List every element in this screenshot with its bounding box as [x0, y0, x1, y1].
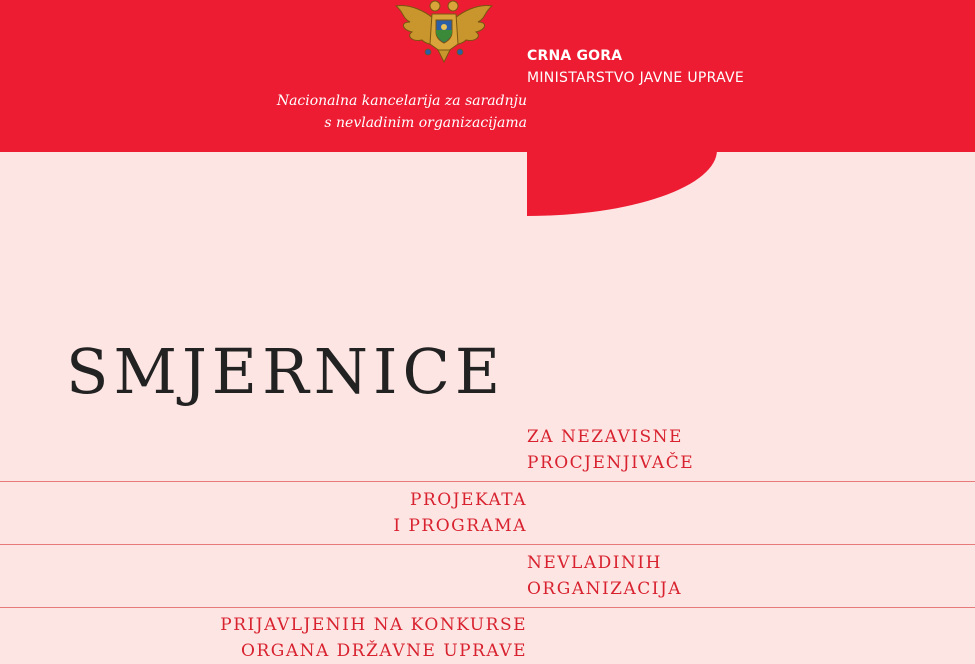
subtitle-line: NEVLADINIH	[527, 553, 662, 573]
document-title: SMJERNICE	[66, 335, 506, 408]
divider-rule	[0, 544, 975, 545]
subtitle-block-1	[527, 424, 694, 476]
org-country: CRNA GORA	[527, 48, 623, 64]
org-ministry: MINISTARSTVO JAVNE UPRAVE	[527, 70, 745, 86]
divider-rule	[0, 481, 975, 482]
divider-rule	[0, 607, 975, 608]
subtitle-line: PROCJENJIVAČE	[527, 453, 695, 473]
office-name	[277, 90, 527, 134]
office-name-line-2: s nevladinim organizacijama	[324, 115, 527, 131]
subtitle-line: PROJEKATA	[410, 490, 527, 510]
office-name-line-1: Nacionalna kancelarija za saradnju	[276, 93, 527, 109]
subtitle-block-3	[527, 550, 682, 602]
subtitle-line: ZA NEZAVISNE	[527, 427, 683, 447]
coat-of-arms-emblem-icon	[388, 0, 500, 66]
subtitle-block-4	[220, 612, 527, 664]
subtitle-line: ORGANIZACIJA	[527, 579, 683, 599]
subtitle-line: I PROGRAMA	[393, 516, 527, 536]
header-tab-curve	[527, 150, 717, 216]
subtitle-block-2	[393, 487, 527, 539]
subtitle-line: ORGANA DRŽAVNE UPRAVE	[241, 641, 527, 661]
subtitle-line: PRIJAVLJENIH NA KONKURSE	[220, 615, 527, 635]
